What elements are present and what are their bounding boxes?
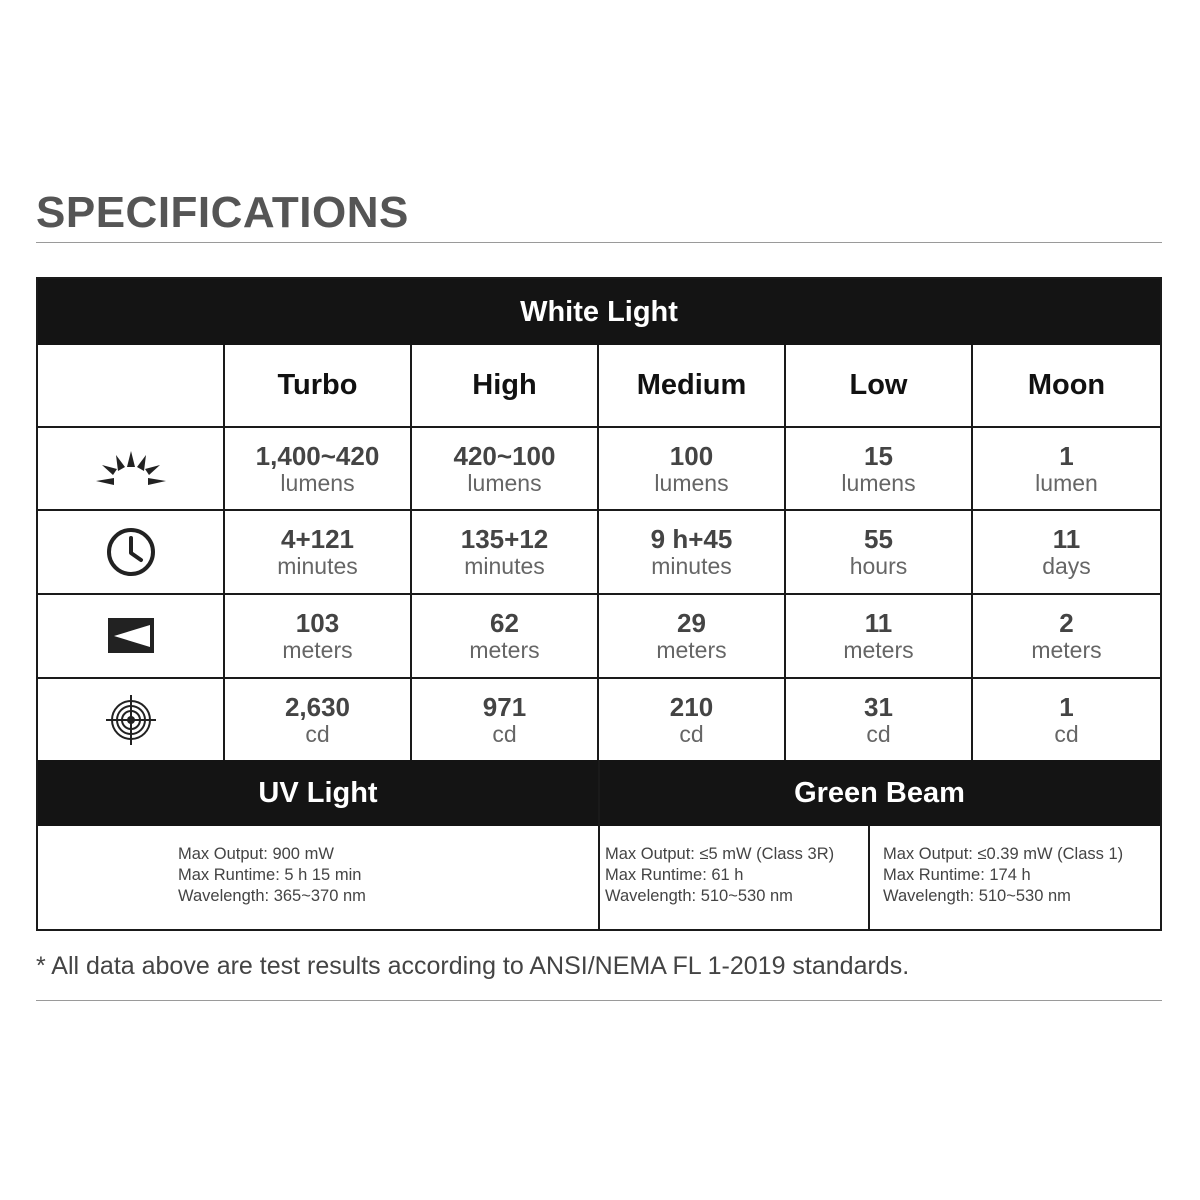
page-title: SPECIFICATIONS xyxy=(36,188,409,237)
distance-turbo: 103 meters xyxy=(225,595,412,679)
white-light-grid xyxy=(38,345,1160,760)
footer-divider xyxy=(36,1000,1162,1001)
mode-turbo: Turbo xyxy=(277,369,358,401)
corner-cell xyxy=(38,345,225,428)
brightness-icon xyxy=(38,428,225,511)
uv-wavelength: Wavelength: 365~370 nm xyxy=(178,887,366,905)
green-max-runtime: Max Runtime: 174 h xyxy=(883,866,1031,884)
lumens-low: 15 lumens xyxy=(786,428,973,511)
distance-high: 62 meters xyxy=(412,595,599,679)
green-max-output: Max Output: ≤0.39 mW (Class 1) xyxy=(883,845,1124,863)
intensity-high: 971 cd xyxy=(412,679,599,760)
lumens-medium: 100 lumens xyxy=(599,428,786,511)
green-beam-class1-specs xyxy=(883,844,1123,907)
green-max-runtime: Max Runtime: 61 h xyxy=(605,866,744,884)
mode-medium: Medium xyxy=(636,369,747,401)
divider xyxy=(598,760,600,929)
lumens-moon: 1 lumen xyxy=(973,428,1160,511)
uv-light-specs xyxy=(178,844,366,907)
green-wavelength: Wavelength: 510~530 nm xyxy=(605,887,793,905)
white-light-heading: White Light xyxy=(38,279,1160,345)
mode-high: High xyxy=(472,369,537,401)
intensity-medium: 210 cd xyxy=(599,679,786,760)
distance-low: 11 meters xyxy=(786,595,973,679)
spec-table xyxy=(36,277,1162,931)
green-beam-heading: Green Beam xyxy=(599,760,1160,826)
beam-distance-icon xyxy=(38,595,225,679)
mode-moon: Moon xyxy=(1027,369,1106,401)
green-beam-class3r-specs xyxy=(605,844,834,907)
green-wavelength: Wavelength: 510~530 nm xyxy=(883,887,1071,905)
clock-icon xyxy=(38,511,225,595)
intensity-low: 31 cd xyxy=(786,679,973,760)
runtime-medium: 9 h+45 minutes xyxy=(599,511,786,595)
lumens-turbo: 1,400~420 lumens xyxy=(225,428,412,511)
title-divider xyxy=(36,242,1162,243)
uv-max-runtime: Max Runtime: 5 h 15 min xyxy=(178,866,362,884)
intensity-turbo: 2,630 cd xyxy=(225,679,412,760)
intensity-target-icon xyxy=(38,679,225,760)
lower-specs xyxy=(38,826,1160,929)
divider xyxy=(868,826,870,929)
distance-moon: 2 meters xyxy=(973,595,1160,679)
uv-light-heading: UV Light xyxy=(38,760,598,826)
green-max-output: Max Output: ≤5 mW (Class 3R) xyxy=(605,845,835,863)
distance-medium: 29 meters xyxy=(599,595,786,679)
footnote: * All data above are test results according to ANSI/NEMA FL 1-2019 standards. xyxy=(36,952,910,980)
runtime-high: 135+12 minutes xyxy=(412,511,599,595)
runtime-low: 55 hours xyxy=(786,511,973,595)
runtime-moon: 11 days xyxy=(973,511,1160,595)
runtime-turbo: 4+121 minutes xyxy=(225,511,412,595)
intensity-moon: 1 cd xyxy=(1054,691,1079,747)
mode-low: Low xyxy=(849,369,908,401)
uv-max-output: Max Output: 900 mW xyxy=(178,845,334,863)
lumens-high: 420~100 lumens xyxy=(412,428,599,511)
